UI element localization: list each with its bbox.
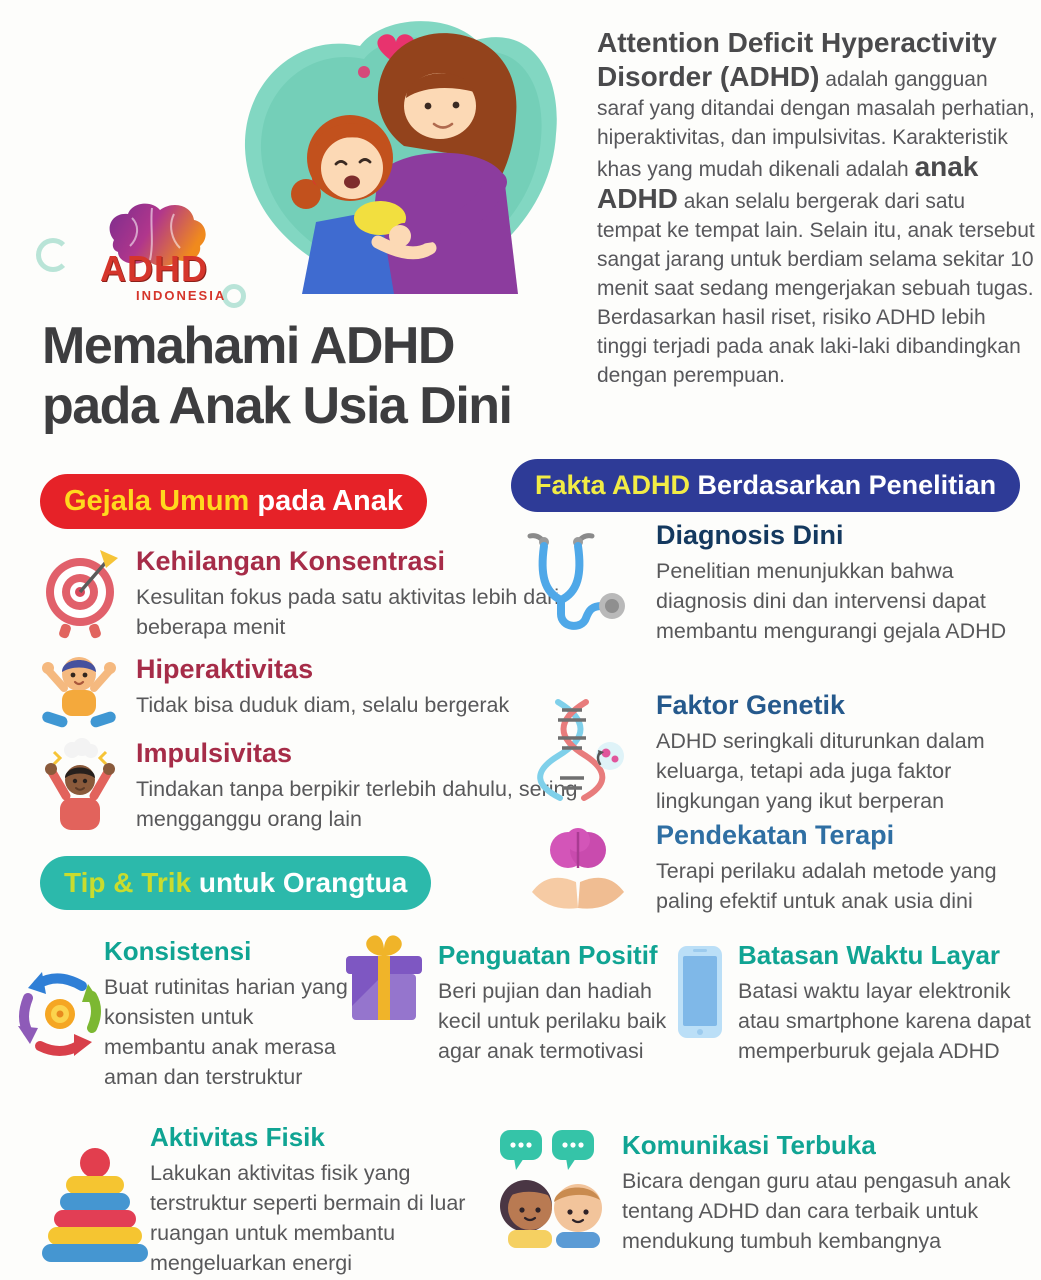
page-title-line1: Memahami ADHD: [42, 317, 454, 375]
symptom-title-hiperaktivitas: Hiperaktivitas: [136, 654, 314, 684]
symptoms-section-badge: [40, 474, 427, 529]
gift-icon: [338, 932, 430, 1026]
tip-desc-penguatan: Beri pujian dan hadiah kecil untuk perilaku baik agar anak termotivasi: [438, 979, 667, 1063]
symptom-desc-konsentrasi: Kesulitan fokus pada satu aktivitas lebih dari beberapa menit: [136, 585, 560, 639]
tip-title-batasan: Batasan Waktu Layar: [738, 940, 1001, 970]
tips-section-badge: [40, 856, 431, 910]
tip-desc-aktivitas: Lakukan aktivitas fisik yang terstruktur seperti bermain di luar ruangan untuk membantu mengeluarkan energi: [150, 1161, 466, 1275]
page-title-line2: pada Anak Usia Dini: [42, 377, 512, 435]
dna-icon: [534, 698, 630, 802]
smartphone-icon: [676, 944, 724, 1040]
impulsive-kid-icon: [38, 738, 122, 834]
intro-paragraph: [597, 26, 1035, 390]
intro-body-1: adalah gangguan saraf yang ditandai dengan masalah perhatian, hiperaktivitas, dan impulsivitas. Karakteristik khas yang mudah dikenali adalah: [597, 68, 1035, 181]
intro-emphasis: anak ADHD: [597, 151, 979, 214]
tip-desc-komunikasi: Bicara dengan guru atau pengasuh anak tentang ADHD dan cara terbaik untuk mendukung tumbuh kembangnya: [622, 1169, 1011, 1253]
facts-section-badge: [511, 459, 1020, 512]
facts-badge-highlight: Fakta ADHD: [535, 470, 691, 500]
facts-badge-rest: Berdasarkan Penelitian: [690, 470, 997, 500]
kids-talking-icon: [494, 1126, 612, 1250]
tip-title-penguatan: Penguatan Positif: [438, 940, 658, 970]
mother-child-illustration: [228, 6, 573, 306]
tip-desc-batasan: Batasi waktu layar elektronik atau smartphone karena dapat memperburuk gejala ADHD: [738, 979, 1031, 1063]
logo-country-text: INDONESIA: [136, 288, 227, 303]
intro-heading: Attention Deficit Hyperactivity Disorder (ADHD): [597, 27, 997, 92]
fact-title-genetik: Faktor Genetik: [656, 690, 846, 720]
tip-title-komunikasi: Komunikasi Terbuka: [622, 1130, 876, 1160]
brain-hands-icon: [528, 822, 628, 922]
symptoms-badge-rest: pada Anak: [249, 485, 403, 517]
intro-body-2: akan selalu bergerak dari satu tempat ke tempat lain. Selain itu, anak tersebut sangat jarang untuk berdiam selama sekitar 10 menit saat sedang mengerjakan sebuah tugas. Berdasarkan hasil riset, risiko ADHD lebih tinggi terjadi pada anak laki-laki dibandingkan dengan perempuan.: [597, 190, 1035, 387]
tip-desc-konsistensi: Buat rutinitas harian yang konsisten untuk membantu anak merasa aman dan terstruktur: [104, 975, 348, 1089]
stethoscope-icon: [526, 528, 630, 640]
target-icon: [40, 548, 120, 640]
logo-brand-text: ADHD: [100, 248, 208, 289]
fact-desc-diagnosis: Penelitian menunjukkan bahwa diagnosis dini dan intervensi dapat membantu mengurangi gejala ADHD: [656, 559, 1007, 643]
cycle-arrows-icon: [12, 966, 108, 1062]
logo-deco-left: [36, 238, 70, 272]
hyperactive-kid-icon: [36, 644, 122, 732]
stacking-rings-icon: [40, 1146, 150, 1268]
fact-desc-genetik: ADHD seringkali diturunkan dalam keluarga, tetapi ada juga faktor lingkungan yang ikut berperan: [656, 729, 985, 813]
tip-title-aktivitas: Aktivitas Fisik: [150, 1122, 325, 1152]
symptom-title-impulsivitas: Impulsivitas: [136, 738, 293, 768]
symptom-title-konsentrasi: Kehilangan Konsentrasi: [136, 546, 446, 576]
tips-badge-rest: untuk Orangtua: [191, 867, 408, 898]
fact-title-diagnosis: Diagnosis Dini: [656, 520, 844, 550]
fact-desc-terapi: Terapi perilaku adalah metode yang paling efektif untuk anak usia dini: [656, 859, 997, 913]
symptom-desc-hiperaktivitas: Tidak bisa duduk diam, selalu bergerak: [136, 693, 510, 717]
symptoms-badge-highlight: Gejala Umum: [64, 485, 250, 517]
tip-title-konsistensi: Konsistensi: [104, 936, 252, 966]
page-title: [42, 316, 512, 436]
fact-title-terapi: Pendekatan Terapi: [656, 820, 895, 850]
tips-badge-highlight: Tip & Trik: [64, 867, 192, 898]
symptom-desc-impulsivitas: Tindakan tanpa berpikir terlebih dahulu, sering mengganggu orang lain: [136, 777, 578, 831]
